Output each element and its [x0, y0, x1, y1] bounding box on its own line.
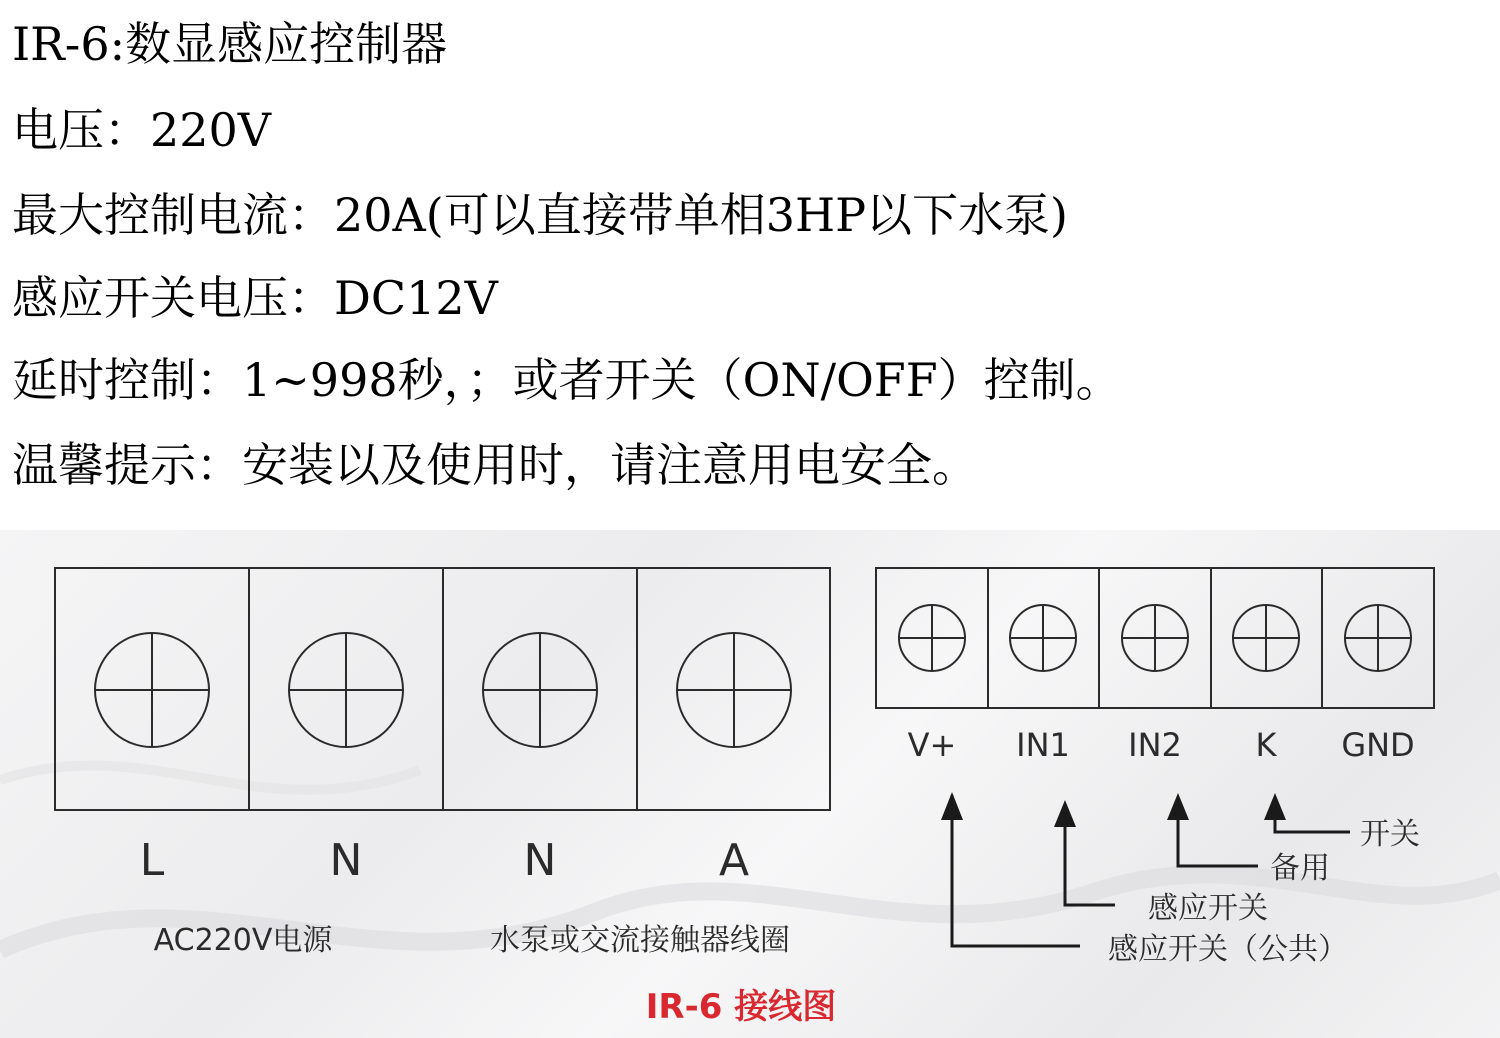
terminal-label-vplus: V+: [907, 726, 957, 764]
screw-terminal-l: [95, 633, 209, 747]
spec-delay-control: 延时控制：1~998秒，；或者开关（ON/OFF）控制。: [12, 353, 1122, 407]
callout-sensor-switch: 感应开关: [1148, 891, 1268, 926]
screw-terminal-gnd: [1345, 605, 1411, 671]
terminal-label-n2: N: [523, 835, 557, 886]
terminal-label-n1: N: [329, 835, 363, 886]
spec-safety-tip: 温馨提示：安装以及使用时，请注意用电安全。: [12, 438, 978, 492]
screw-terminal-in1: [1010, 605, 1076, 671]
callout-spare: 备用: [1270, 851, 1330, 886]
power-source-label: AC220V电源: [153, 923, 333, 958]
screw-terminal-n1: [289, 633, 403, 747]
diagram-title: IR-6 接线图: [645, 987, 837, 1027]
screw-terminal-in2: [1122, 605, 1188, 671]
spec-model: IR-6:数显感应控制器: [12, 17, 448, 71]
spec-max-current: 最大控制电流：20A(可以直接带单相3HP以下水泵): [12, 188, 1068, 242]
pump-coil-label: 水泵或交流接触器线圈: [490, 923, 790, 958]
screw-terminal-k: [1233, 605, 1299, 671]
leader-in2-arrow: [1167, 793, 1258, 866]
terminal-label-in1: IN1: [1016, 726, 1070, 764]
terminal-label-k: K: [1255, 726, 1277, 764]
wiring-diagram: [0, 530, 1500, 1038]
callout-sensor-common: 感应开关（公共）: [1108, 932, 1348, 967]
screw-terminal-vplus: [899, 605, 965, 671]
screw-terminal-n2: [483, 633, 597, 747]
spec-sensor-voltage: 感应开关电压：DC12V: [12, 271, 498, 325]
screw-terminal-a: [677, 633, 791, 747]
terminal-label-a: A: [718, 835, 750, 886]
terminal-label-gnd: GND: [1341, 726, 1415, 764]
callout-switch: 开关: [1360, 817, 1420, 852]
terminal-label-l: L: [139, 835, 165, 886]
leader-k-arrow: [1264, 793, 1350, 832]
terminal-label-in2: IN2: [1128, 726, 1182, 764]
spec-voltage: 电压：220V: [12, 103, 272, 157]
